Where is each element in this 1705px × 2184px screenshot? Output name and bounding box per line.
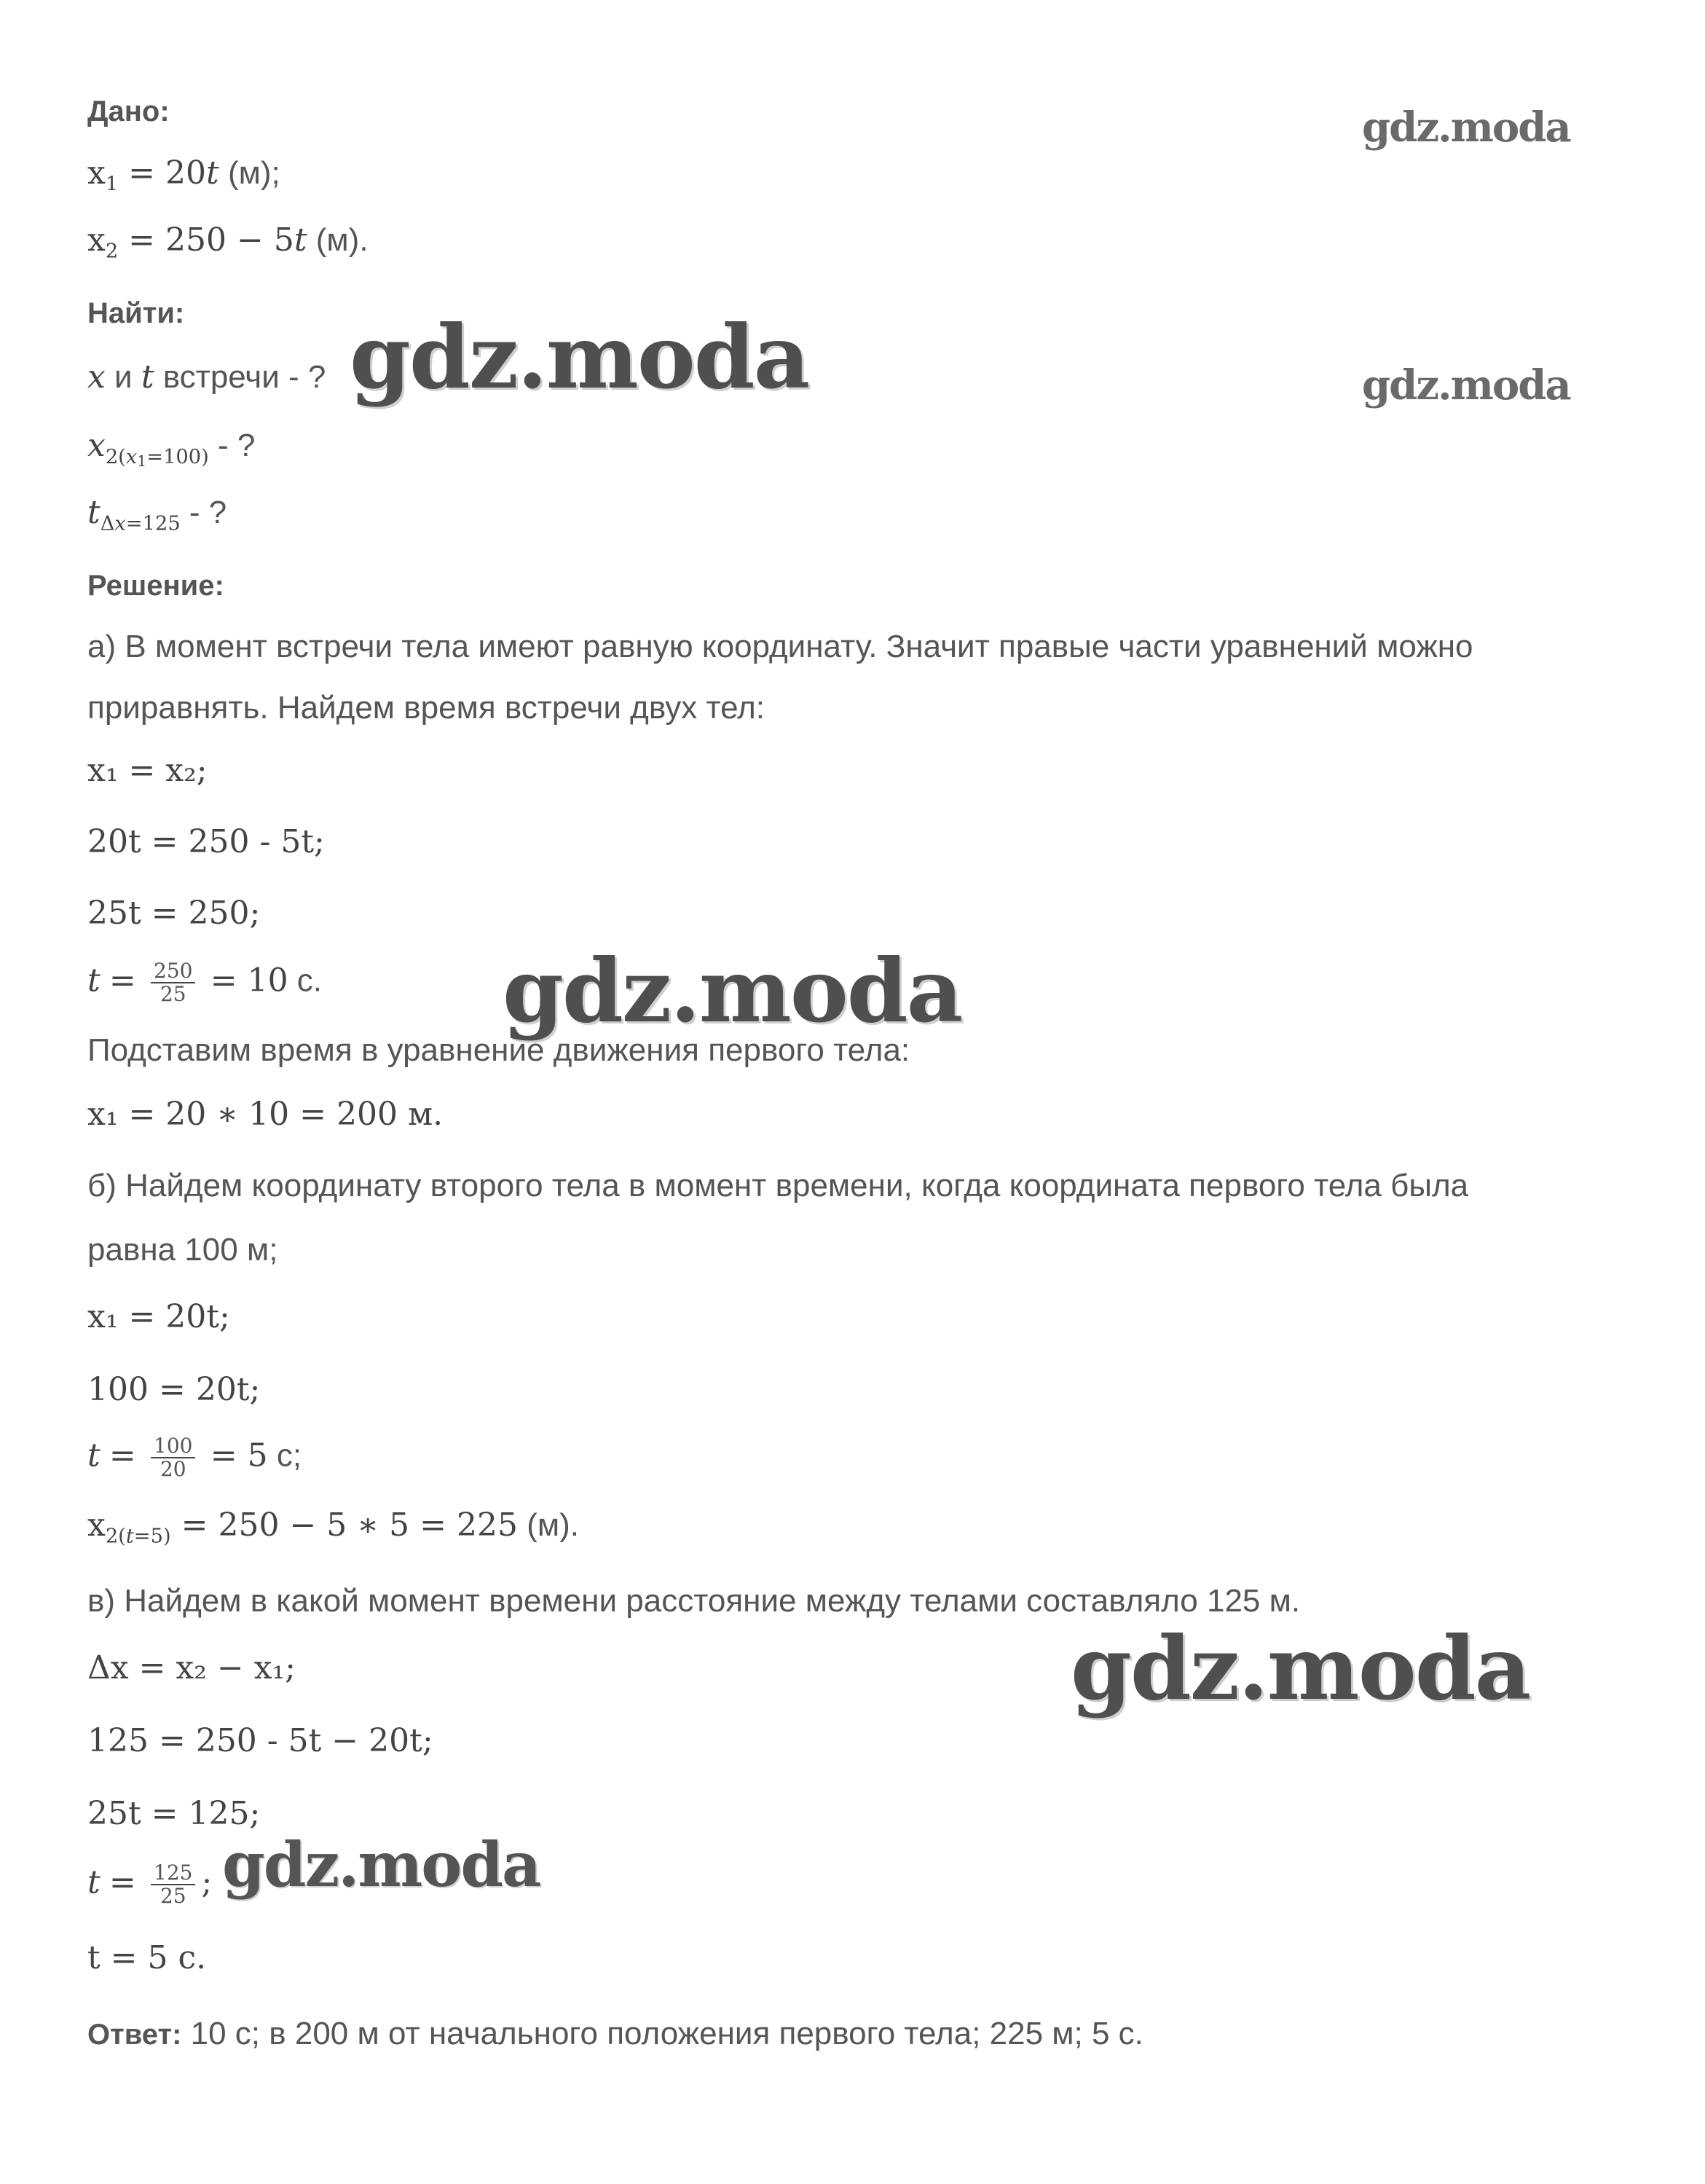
find-item1-text: встречи - ?: [162, 359, 326, 395]
solution-c-eq1: Δx = x₂ − x₁;: [87, 1649, 296, 1686]
solution-a-eq2: 20t = 250 - 5t;: [87, 823, 325, 860]
answer-text: 10 с; в 200 м от начального положения первого тела; 225 м; 5 с.: [190, 2016, 1143, 2051]
solution-b-eq2: 100 = 20t;: [87, 1371, 261, 1408]
solution-a-eq4: t = $\frac{250}{25}$ = 10 с.: [87, 959, 323, 1006]
solution-a-eq1: x₁ = x₂;: [87, 752, 208, 789]
watermark-bottom-left: gdz.moda: [222, 1828, 540, 1901]
find-item3-text: - ?: [189, 495, 227, 530]
solution-b-eq3: t = $\frac{100}{20}$ = 5 с;: [87, 1434, 302, 1481]
watermark-right: gdz.moda: [1071, 1617, 1530, 1720]
solution-b-eq3-unit: с;: [276, 1437, 302, 1474]
solution-b-line1: б) Найдем координату второго тела в момент времени, когда координата первого тела была: [87, 1168, 1469, 1203]
solution-a-eq4-unit: с.: [296, 962, 323, 999]
find-heading: Найти:: [87, 297, 185, 329]
solution-a-eq3: 25t = 250;: [87, 895, 261, 932]
solution-c-eq5: t = 5 с.: [87, 1939, 207, 1976]
watermark-top-right-1: gdz.moda: [1362, 103, 1570, 152]
watermark-center-2: gdz.moda: [503, 940, 962, 1042]
find-item2: $x_{2(x1=100)}$ - ?: [87, 427, 256, 470]
solution-a-line1: а) В момент встречи тела имеют равную координату. Значит правые части уравнений можно: [87, 629, 1473, 664]
solution-b-eq4-unit: (м).: [527, 1507, 580, 1543]
solution-a-eq5: x₁ = 20 ∗ 10 = 200 м.: [87, 1096, 444, 1133]
answer-label: Ответ:: [87, 2019, 182, 2051]
solution-heading: Решение:: [87, 570, 224, 602]
find-item3: $t_{\Delta x=125}$ - ?: [87, 494, 227, 535]
solution-c-eq2: 125 = 250 - 5t − 20t;: [87, 1722, 433, 1759]
solution-b-eq4: $x_{2(t=5)} = 250 - 5$ ∗ 5 = 225 (м).: [87, 1507, 580, 1548]
solution-a-line2: приравнять. Найдем время встречи двух тел:: [87, 690, 765, 726]
given-eq2: $x_2 = 250 - 5t$ (м).: [87, 221, 369, 263]
watermark-top-right-2: gdz.moda: [1362, 361, 1570, 409]
given-heading: Дано:: [87, 95, 170, 127]
watermark-center-1: gdz.moda: [350, 306, 809, 409]
find-item2-text: - ?: [218, 428, 256, 463]
given-eq1: $x_1 = 20t$ (м);: [87, 154, 280, 196]
solution-b-eq1: x₁ = 20t;: [87, 1298, 230, 1335]
fraction-125-25: $\frac{125}{25}$: [151, 1862, 195, 1907]
solution-c-eq4: t = $\frac{125}{25}$ ;: [87, 1861, 213, 1908]
solution-c-line1: в) Найдем в какой момент времени расстояние между телами составляло 125 м.: [87, 1583, 1301, 1619]
find-item1: x и t встречи - ?: [87, 358, 326, 396]
given-eq1-unit: (м);: [227, 155, 280, 191]
answer: [87, 2014, 1143, 2055]
solution-a-text2: Подставим время в уравнение движения первого тела:: [87, 1032, 910, 1068]
fraction-100-20: $\frac{100}{20}$: [151, 1435, 195, 1480]
solution-b-line2: равна 100 м;: [87, 1232, 278, 1268]
solution-c-eq3: 25t = 125;: [87, 1795, 261, 1832]
fraction-250-25: $\frac{250}{25}$: [151, 960, 195, 1005]
given-eq2-unit: (м).: [315, 222, 369, 258]
